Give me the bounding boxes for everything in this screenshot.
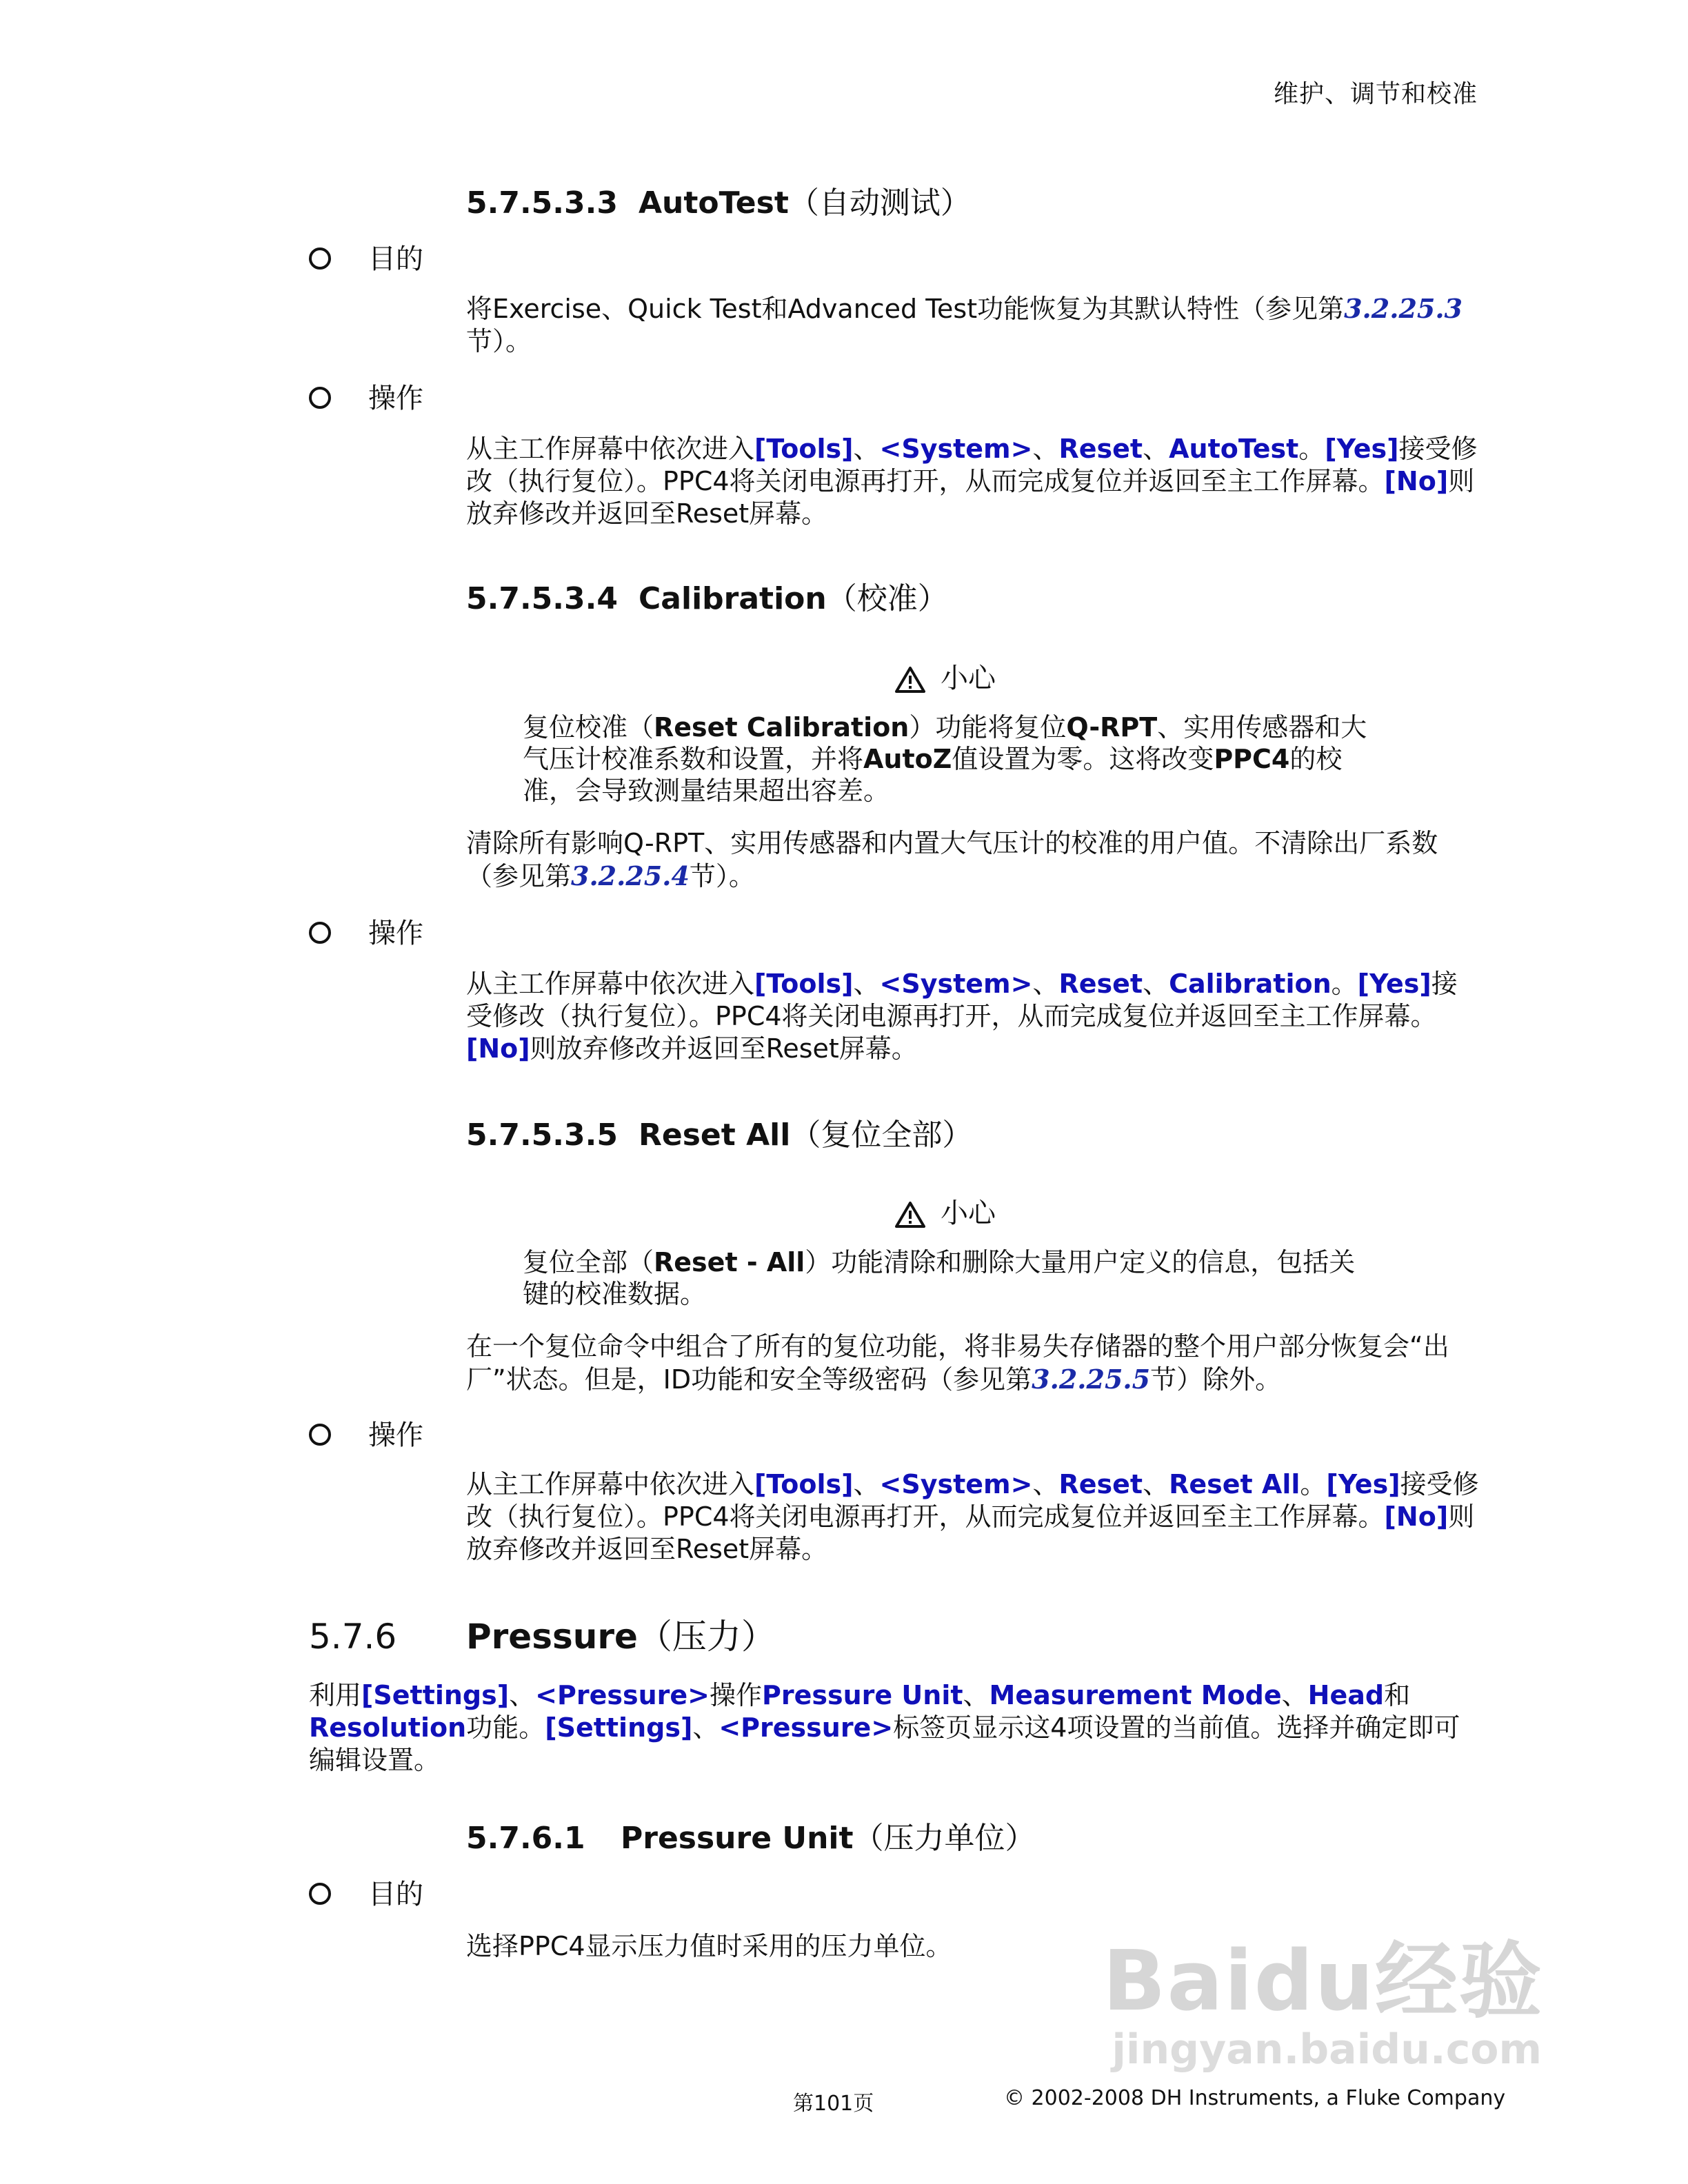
- text: 值设置为零。这将改变: [952, 744, 1214, 774]
- circle-bullet-icon: [309, 1424, 331, 1446]
- heading-number: 5.7.6: [309, 1617, 397, 1657]
- caution-heading: [895, 656, 996, 696]
- caution-heading: [895, 1191, 996, 1231]
- watermark-url: jingyan.baidu.com: [1112, 2025, 1542, 2074]
- text: 则放弃修改并返回至Reset屏幕。: [530, 1033, 918, 1064]
- text: 、: [1281, 1680, 1308, 1710]
- text: 节）。: [466, 326, 532, 356]
- text: 接受修改（执行复位）。PPC4将关闭电源再打开，从而完成复位并返回至主工作屏幕。: [466, 969, 1458, 1031]
- circle-bullet-icon: [309, 1883, 331, 1905]
- bullet-label: 目的: [368, 243, 423, 275]
- menu-path-tools: [Tools]: [754, 969, 854, 999]
- heading-number: 5.7.6.1: [466, 1821, 585, 1856]
- warning-triangle-icon: [895, 1201, 925, 1228]
- bullet-label: 操作: [368, 383, 423, 414]
- heading-title: AutoTest: [639, 185, 789, 221]
- heading-5-7-5-3-3: [466, 178, 971, 222]
- purpose-paragraph: [466, 292, 1480, 358]
- heading-title-cn: （校准）: [826, 581, 948, 616]
- key-no: [No]: [1384, 466, 1449, 496]
- text: 利用: [309, 1680, 362, 1710]
- text: 操作: [710, 1680, 763, 1710]
- section-ref-link[interactable]: 3.2.25.4: [571, 860, 690, 891]
- caution-label: 小心: [941, 1197, 996, 1229]
- menu-path-tools: [Tools]: [754, 434, 854, 464]
- key-yes: [Yes]: [1326, 1469, 1400, 1499]
- menu-path-reset: Reset: [1058, 1469, 1143, 1499]
- menu-path-tools: [Tools]: [754, 1469, 854, 1499]
- heading-number: 5.7.5.3.4: [466, 581, 618, 616]
- text: 接受修改（执行复位）。PPC4将关闭电源再打开，从而完成复位并返回至主工作屏幕。: [466, 1469, 1479, 1532]
- section-ref-link[interactable]: 3.2.25.5: [1032, 1364, 1151, 1395]
- watermark-logo: Baidu经验: [1103, 1934, 1543, 2030]
- heading-5-7-5-3-5: [466, 1110, 972, 1154]
- key-no: [No]: [466, 1033, 530, 1064]
- circle-bullet-icon: [309, 922, 331, 944]
- heading-title-cn: （压力单位）: [853, 1821, 1036, 1856]
- text: ）功能清除和删除大量用户定义的信息，包括关键的校准数据。: [523, 1247, 1356, 1309]
- operation-bullet: [309, 1413, 423, 1453]
- bullet-label: 目的: [368, 1879, 423, 1910]
- caution-label: 小心: [941, 663, 996, 694]
- text: Reset Calibration: [654, 712, 910, 742]
- menu-path-item: Calibration: [1169, 969, 1332, 999]
- text: 从主工作屏幕中依次进入: [466, 1469, 755, 1499]
- function-measurement-mode: Measurement Mode: [989, 1680, 1282, 1710]
- text: 、: [853, 1469, 880, 1499]
- heading-5-7-6-1: [466, 1813, 1036, 1857]
- purpose-bullet: [309, 1872, 423, 1912]
- section-ref-link[interactable]: 3.2.25.3: [1344, 293, 1463, 324]
- text: 复位全部（: [523, 1247, 654, 1277]
- menu-path-system: <System>: [879, 1469, 1033, 1499]
- text: ）功能将复位: [909, 712, 1067, 742]
- text: 、: [509, 1680, 536, 1710]
- heading-number: 5.7.5.3.5: [466, 1118, 618, 1153]
- key-yes: [Yes]: [1325, 434, 1399, 464]
- running-header: 维护、调节和校准: [1273, 80, 1478, 108]
- heading-number: 5.7.5.3.3: [466, 185, 618, 221]
- text: 则放弃修改并返回至Reset屏幕。: [466, 466, 1475, 529]
- heading-5-7-5-3-4: [466, 574, 948, 618]
- menu-path-reset: Reset: [1058, 434, 1143, 464]
- caution-text: [523, 711, 1385, 807]
- text: 、: [853, 969, 880, 999]
- text: 、: [963, 1680, 989, 1710]
- text: 、: [1032, 434, 1059, 464]
- text: 将Exercise、Quick Test和Advanced Test功能恢复为其默认特性（参见第: [466, 294, 1345, 324]
- function-pressure-unit: Pressure Unit: [762, 1680, 963, 1710]
- heading-title: Pressure: [466, 1617, 638, 1657]
- text: 、: [853, 434, 880, 464]
- operation-bullet: [309, 376, 423, 416]
- text: 。: [1331, 969, 1358, 999]
- function-resolution: Resolution: [309, 1712, 467, 1743]
- heading-title-cn: （压力）: [637, 1617, 776, 1657]
- menu-path-item: Reset All: [1169, 1469, 1300, 1499]
- operation-paragraph: [466, 968, 1480, 1065]
- text: 、: [692, 1712, 719, 1743]
- text: 。: [1298, 434, 1325, 464]
- menu-path-item: AutoTest: [1169, 434, 1299, 464]
- copyright-notice: © 2002-2008 DH Instruments, a Fluke Company: [1004, 2086, 1506, 2110]
- text: 功能。: [466, 1712, 545, 1743]
- caution-text: [523, 1246, 1378, 1310]
- key-yes: [Yes]: [1357, 969, 1431, 999]
- heading-title-cn: （复位全部）: [790, 1118, 973, 1153]
- text: 清除所有影响Q-RPT、实用传感器和内置大气压计的校准的用户值。不清除出厂系数（参见第: [466, 828, 1438, 891]
- menu-path-settings: [Settings]: [361, 1680, 510, 1710]
- text: 和: [1384, 1680, 1411, 1710]
- circle-bullet-icon: [309, 387, 331, 409]
- text: 标签页显示这4项设置的当前值。选择并确定即可编辑设置。: [309, 1712, 1460, 1775]
- text: 的校准，会导致测量结果超出容差。: [523, 744, 1343, 806]
- heading-title-cn: （自动测试）: [788, 185, 971, 221]
- text: 、: [1143, 1469, 1169, 1499]
- text: 、实用传感器和大气压计校准系数和设置，并将: [523, 712, 1367, 774]
- heading-title: Reset All: [639, 1118, 791, 1153]
- heading-title: Pressure Unit: [621, 1821, 854, 1856]
- menu-path-system: <System>: [879, 969, 1033, 999]
- heading-title: Calibration: [639, 581, 827, 616]
- operation-paragraph: [466, 1468, 1480, 1566]
- purpose-paragraph: 选择PPC4显示压力值时采用的压力单位。: [466, 1931, 952, 1961]
- menu-path-settings: [Settings]: [545, 1712, 693, 1743]
- text: 、: [1032, 1469, 1059, 1499]
- bullet-label: 操作: [368, 1419, 423, 1451]
- key-no: [No]: [1384, 1502, 1449, 1532]
- text: 则放弃修改并返回至Reset屏幕。: [466, 1502, 1475, 1564]
- menu-path-system: <System>: [879, 434, 1033, 464]
- intro-paragraph: [309, 1679, 1481, 1777]
- text: 。: [1300, 1469, 1327, 1499]
- menu-path-pressure: <Pressure>: [719, 1712, 894, 1743]
- text: 、: [1143, 969, 1169, 999]
- purpose-bullet: [309, 237, 423, 276]
- text: 复位校准（: [523, 712, 654, 742]
- text: 节）除外。: [1150, 1364, 1282, 1395]
- circle-bullet-icon: [309, 247, 331, 270]
- warning-triangle-icon: [895, 666, 925, 694]
- menu-path-pressure: <Pressure>: [535, 1680, 710, 1710]
- menu-path-reset: Reset: [1058, 969, 1143, 999]
- text: 节）。: [689, 861, 755, 891]
- text: 、: [1143, 434, 1169, 464]
- text: AutoZ: [863, 744, 952, 774]
- operation-paragraph: [466, 433, 1480, 530]
- text: 从主工作屏幕中依次进入: [466, 969, 755, 999]
- operation-bullet: [309, 911, 423, 951]
- text: 从主工作屏幕中依次进入: [466, 434, 755, 464]
- description-paragraph: [466, 1331, 1480, 1396]
- text: 、: [1032, 969, 1059, 999]
- page-number: 第101页: [793, 2092, 874, 2116]
- text: PPC4: [1214, 744, 1290, 774]
- bullet-label: 操作: [368, 918, 423, 949]
- description-paragraph: [466, 827, 1480, 893]
- function-head: Head: [1307, 1680, 1385, 1710]
- text: 在一个复位命令中组合了所有的复位功能，将非易失存储器的整个用户部分恢复会“出厂”状态。但是，ID功能和安全等级密码（参见第: [466, 1331, 1449, 1395]
- text: 接受修改（执行复位）。PPC4将关闭电源再打开，从而完成复位并返回至主工作屏幕。: [466, 434, 1478, 496]
- heading-5-7-6: [309, 1609, 776, 1659]
- text: Q-RPT: [1066, 712, 1158, 742]
- text: Reset - All: [654, 1247, 805, 1277]
